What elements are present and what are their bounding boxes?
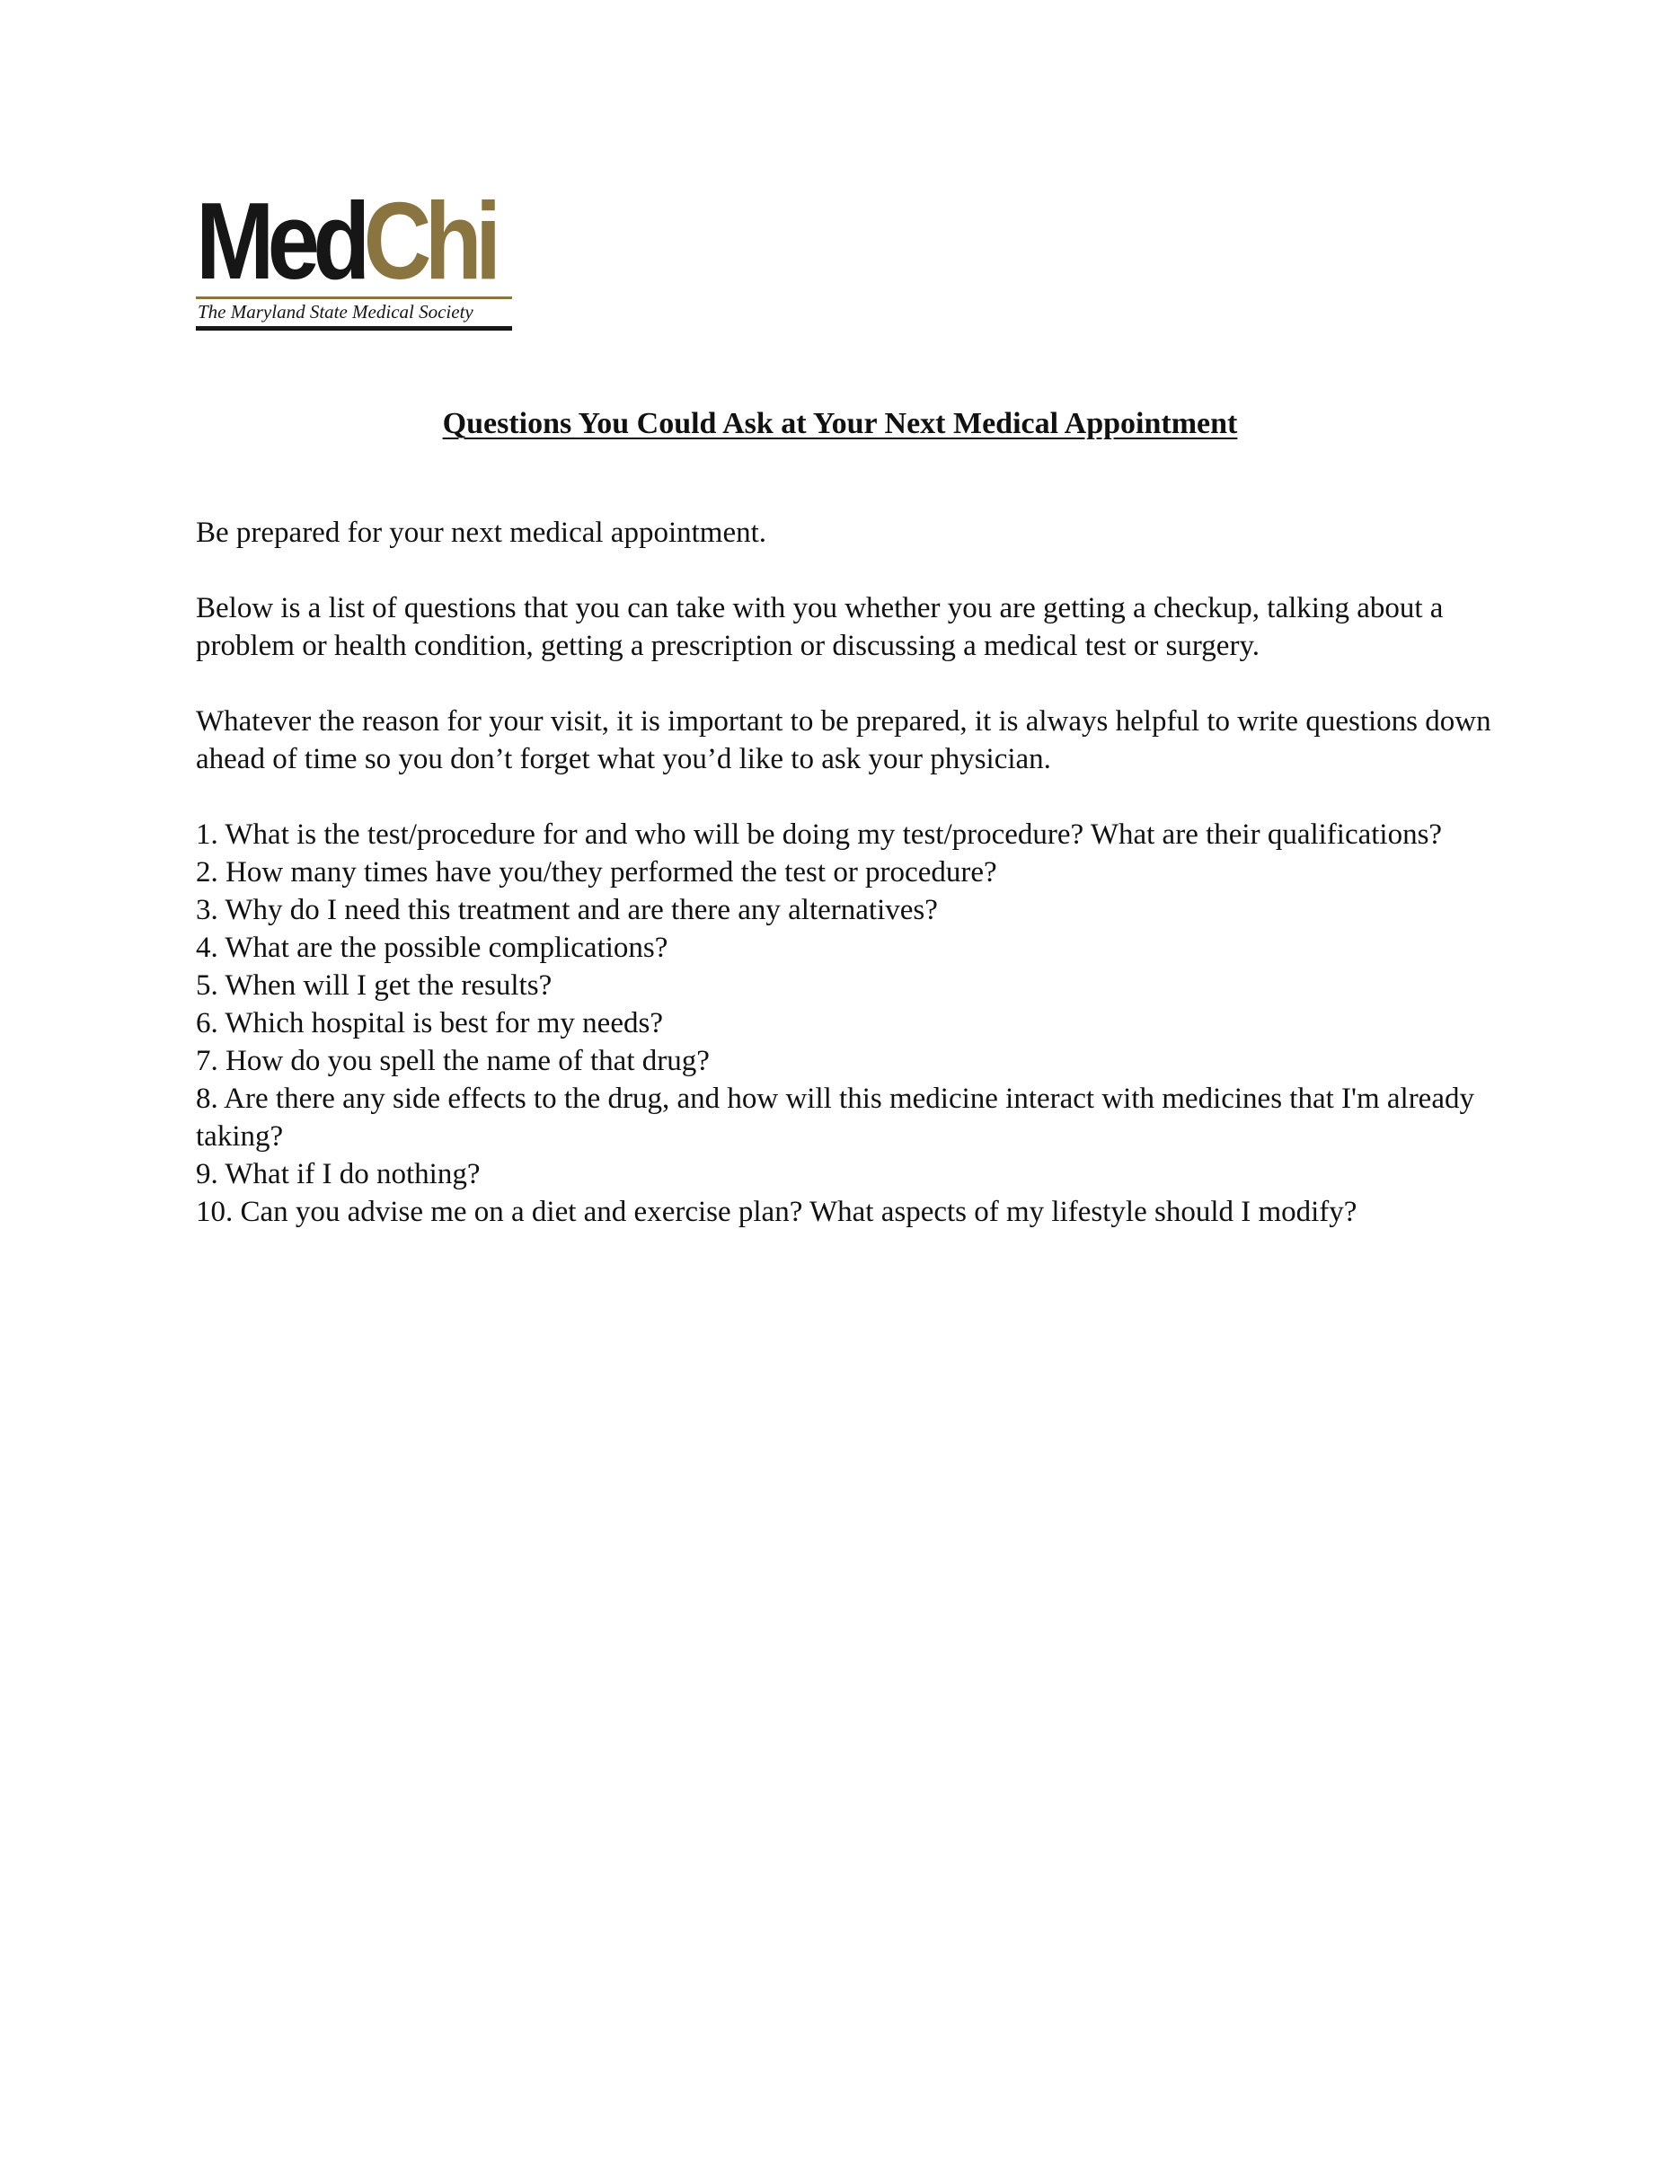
logo-tagline: The Maryland State Medical Society [198, 301, 473, 323]
question-item-6: 6. Which hospital is best for my needs? [196, 1007, 663, 1039]
logo-wordmark-med: Med [196, 180, 364, 302]
logo-rule-bottom [196, 326, 512, 331]
question-item-2: 2. How many times have you/they performed the test or procedure? [196, 856, 997, 889]
question-item-10: 10. Can you advise me on a diet and exercise plan? What aspects of my lifestyle should I modify? [196, 1196, 1357, 1228]
question-item-3: 3. Why do I need this treatment and are there any alternatives? [196, 894, 938, 926]
question-item-7: 7. How do you spell the name of that drug? [196, 1045, 710, 1077]
question-item-9: 9. What if I do nothing? [196, 1158, 481, 1190]
question-item-8: 8. Are there any side effects to the drug, and how will this medicine interact with medicines that I'm already taking? [196, 1083, 1474, 1153]
question-item-1: 1. What is the test/procedure for and who will be doing my test/procedure? What are their qualifications? [196, 818, 1443, 851]
document-body [196, 514, 1508, 1231]
advice-paragraph: Whatever the reason for your visit, it is important to be prepared, it is always helpful to write questions down ahead of time so you don’t forget what you’d like to ask your physician. [196, 705, 1491, 775]
question-item-5: 5. When will I get the results? [196, 969, 553, 1002]
document-title: Questions You Could Ask at Your Next Medical Appointment [442, 407, 1238, 440]
questions-list [196, 816, 1508, 1231]
intro-paragraph: Be prepared for your next medical appointment. [196, 517, 767, 549]
question-item-4: 4. What are the possible complications? [196, 932, 668, 964]
medchi-logo [196, 180, 512, 331]
logo-wordmark-chi: Chi [363, 180, 495, 302]
description-paragraph: Below is a list of questions that you can take with you whether you are getting a checkup, talking about a problem or health condition, getting a prescription or discussing a medical test or surgery. [196, 592, 1444, 662]
logo-wordmark [196, 180, 495, 302]
